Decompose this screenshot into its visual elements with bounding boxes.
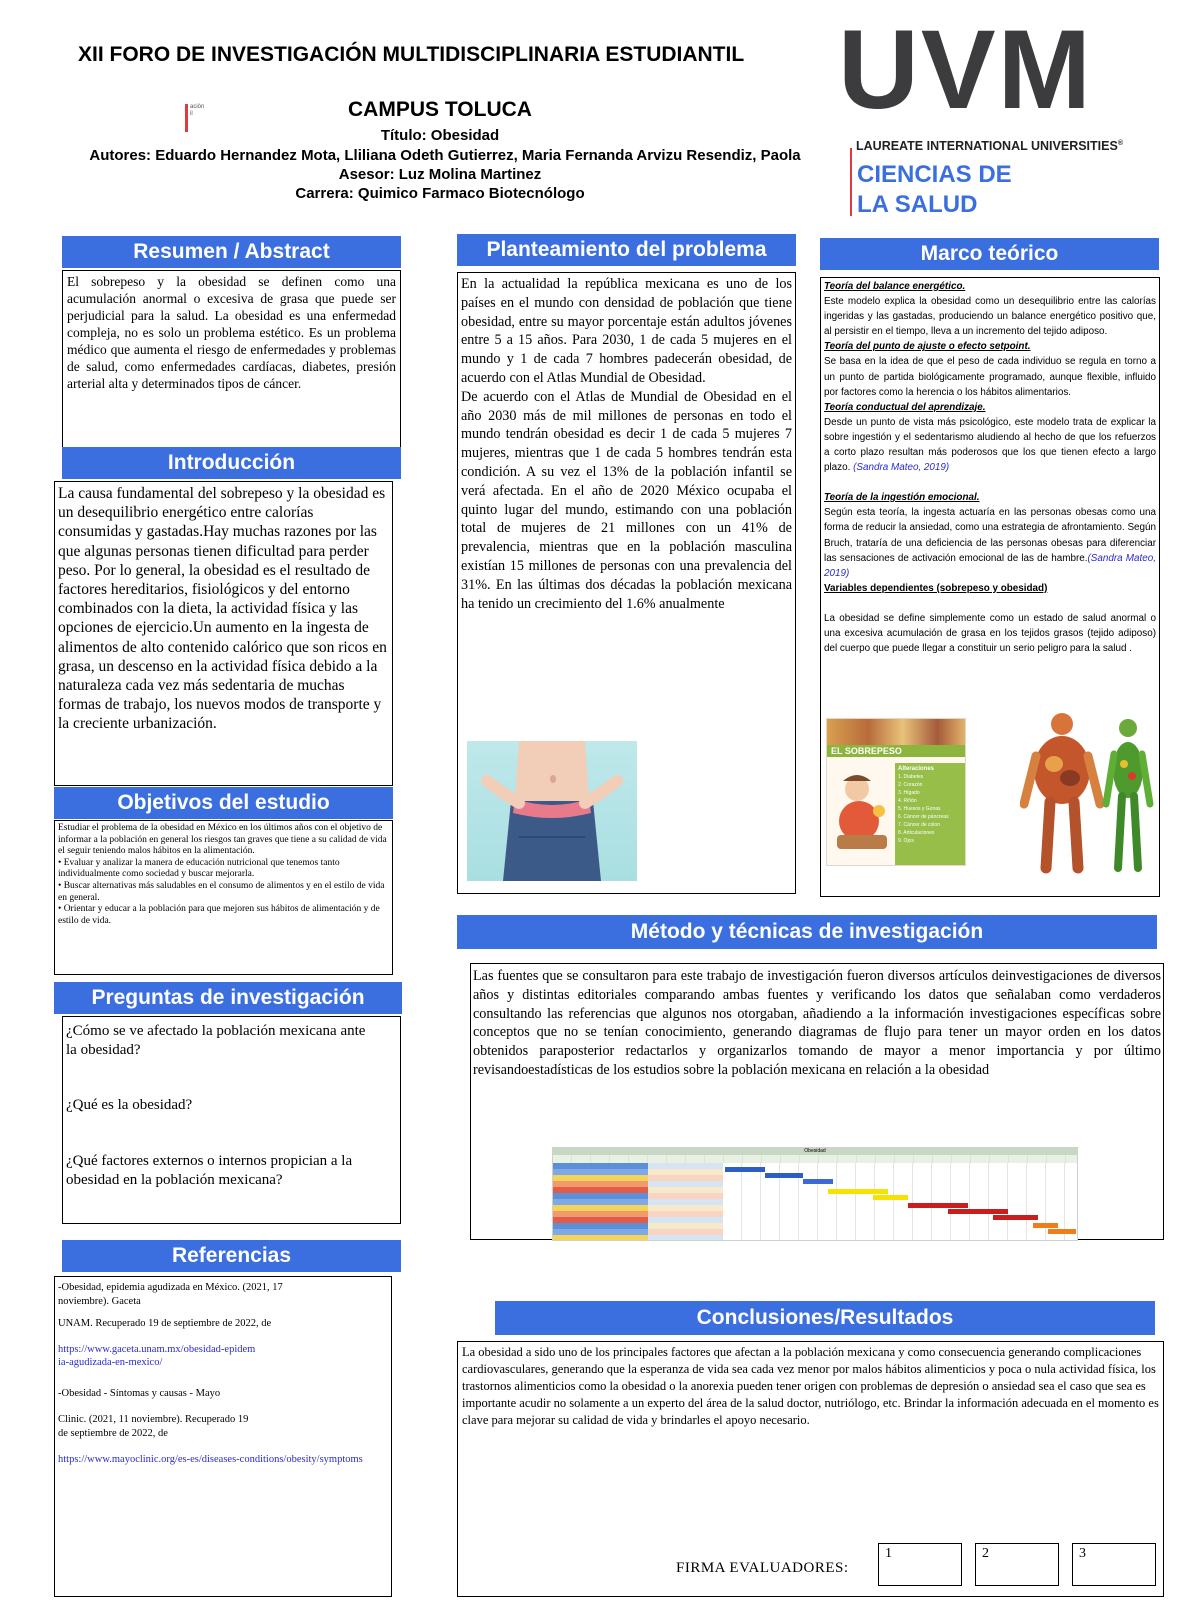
- gantt-title: Obesidad: [553, 1148, 1077, 1155]
- infographic-item-4: 4. Riñón: [898, 798, 917, 804]
- laureate-tagline-text: LAUREATE INTERNATIONAL UNIVERSITIES: [856, 139, 1118, 153]
- marco-t4-text: Según esta teoría, la ingesta actuaría en las personas obesas como una forma de reducir la ansiedad, como una estrategia de afrontamiento. Según Bruch, trataría de una deficiencia de las personas obesas para diferenciar las sensaciones de activación emocional de las de hambre.: [824, 507, 1156, 564]
- introduccion-header: Introducción: [62, 447, 401, 479]
- marco-t4: [824, 505, 1156, 580]
- preguntas-header: Preguntas de investigación: [54, 982, 402, 1014]
- gantt-header-row: [553, 1155, 1077, 1163]
- area-title: [857, 160, 1117, 220]
- marco-t3-text: Desde un punto de vista más psicológico, este modelo trata de explicar la sobre ingestión y el sedentarismo aludiendo al hecho de que los refuerzos a corto plazo resultan más poderosos que los que tienen efecto a largo plazo.: [824, 416, 1156, 474]
- gantt-bar-9: [1033, 1223, 1058, 1228]
- firma-box-3-label: 3: [1079, 1546, 1086, 1561]
- poster-title: Título: Obesidad: [380, 127, 500, 144]
- gantt-bar-1: [725, 1167, 765, 1172]
- infographic-sub: Alteraciones: [898, 766, 935, 772]
- infographic-item-7: 7. Cáncer de colon: [898, 822, 940, 828]
- firma-box-3[interactable]: [1072, 1543, 1156, 1586]
- gantt-bar-4: [828, 1189, 888, 1194]
- objetivos-line-3: • Buscar alternativas más saludables en el consumo de alimentos y en el estilo de vida en general.: [58, 880, 385, 903]
- pregunta-2: ¿Qué es la obesidad?: [66, 1097, 193, 1113]
- marco-t5: La obesidad se define simplemente como un estado de salud anormal o una excesiva acumulación de grasa en los tejidos grasos (tejido adiposo) del cuerpo que puede llegar a constituir un serio peligro para la salud .: [824, 612, 1156, 655]
- planteamiento-header: Planteamiento del problema: [457, 234, 796, 266]
- marco-t3: [824, 415, 1156, 475]
- metodo-header: Método y técnicas de investigación: [457, 915, 1157, 949]
- marco-t1: Este modelo explica la obesidad como un desequilibrio entre las calorías ingeridas y las gastadas, produciendo un balance energético positivo que, al persistir en el tiempo, lleva a un incremento del tejido adiposo.: [824, 296, 1156, 338]
- body-unhealthy: [1024, 713, 1100, 868]
- infographic-item-8: 8. Articulaciones: [898, 830, 935, 836]
- gantt-chart: [552, 1147, 1078, 1241]
- introduccion-text: La causa fundamental del sobrepeso y la obesidad es un desequilibrio energético entre calorías consumidas y gastadas.Hay muchas razones por las que algunas personas tienen dificultad para perder peso. Por lo general, la obesidad es el resultado de factores hereditarios, fisiológicos y del entorno combinados con la dieta, la actividad física y las opciones de ejercicio.Un aumento en la ingesta de alimentos de alto contenido calórico que son ricos en grasa, un descenso en la actividad física debido a la naturaleza cada vez más sedentaria de muchas formas de trabajo, los nuevos modos de transporte y la creciente urbanización.: [58, 485, 387, 733]
- marco-h4: Teoría de la ingestión emocional.: [824, 492, 980, 504]
- marco-h5: Variables dependientes (sobrepeso y obesidad): [824, 582, 1048, 594]
- event-title: XII FORO DE INVESTIGACIÓN MULTIDISCIPLINARIA ESTUDIANTIL: [78, 43, 745, 66]
- ref-1-line-b: UNAM. Recuperado 19 de septiembre de 2022, de: [58, 1318, 272, 1329]
- introduccion-box: [54, 481, 393, 786]
- firma-box-1-label: 1: [885, 1546, 892, 1561]
- uvm-logo: UVM: [838, 7, 1093, 132]
- gantt-bar-10: [1048, 1229, 1076, 1234]
- gantt-status-column: [648, 1163, 723, 1240]
- infographic-panel: [895, 763, 966, 866]
- infographic-child-illustration: [831, 771, 893, 853]
- marco-t2: Se basa en la idea de que el peso de cada individuo se regula en torno a un punto de partida biológicamente programado, aunque flexible, influido por factores como la herencia o los hábitos alimentarios.: [824, 356, 1156, 398]
- planteamiento-p1: En la actualidad la república mexicana es uno de los países en el mundo con densidad de población que tiene obesidad, entre su mayor porcentaje están adultos jóvenes entre 5 a 15 años. Para 2030, 1 de cada 5 mujeres en el mundo y 1 de cada 7 hombres padecerán obesidad, de acuerdo con el Atlas Mundial de Obesidad.: [461, 276, 792, 386]
- campus-title: CAMPUS TOLUCA: [348, 98, 532, 121]
- referencias-header: Referencias: [62, 1240, 401, 1272]
- waist-photo-illustration: [467, 741, 637, 881]
- infographic-item-3: 3. Hígado: [898, 790, 920, 796]
- objetivos-line-1: Estudiar el problema de la obesidad en México en los últimos años con el objetivo de informar a la población en general los riesgos tan graves que tiene a su calidad de vida el seguir teniendo malos hábitos en la alimentación.: [58, 823, 387, 857]
- infographic-food-strip: [827, 719, 965, 745]
- resumen-text: El sobrepeso y la obesidad se definen como una acumulación anormal o excesiva de grasa que puede ser perjudicial para la salud. La obesidad es una enfermedad compleja, no es solo un problema estético. Es un problema médico que aumenta el riesgo de enfermedades y problemas de salud, como enfermedades cardíacas, diabetes, presión arterial alta y determinados tipos de cáncer.: [67, 274, 396, 391]
- resumen-header: Resumen / Abstract: [62, 236, 401, 268]
- infographic-item-5: 5. Huesos y Gonas: [898, 806, 941, 812]
- referencias-box: [54, 1276, 392, 1597]
- left-logo-fragment: ación il: [185, 104, 205, 132]
- infographic-item-9: 9. Ojos: [898, 838, 914, 844]
- ref-1-line-a: -Obesidad, epidemia agudizada en México. (2021, 17 noviembre). Gaceta: [58, 1282, 283, 1307]
- authors-line: Autores: Eduardo Hernandez Mota, Lliliana Odeth Gutierrez, Maria Fernanda Arvizu Resendiz, Paola: [89, 147, 801, 164]
- marco-cite-2: (Sandra Mateo, 2019): [824, 552, 1156, 579]
- marco-h2: Teoría del punto de ajuste o efecto setpoint.: [824, 341, 1031, 353]
- firma-box-2-label: 2: [982, 1546, 989, 1561]
- registered-mark: ®: [1117, 139, 1123, 147]
- infographic-title: EL SOBREPESO: [827, 745, 965, 757]
- infographic-item-1: 1. Diabetes: [898, 774, 924, 780]
- red-accent-line: [850, 148, 852, 216]
- ref-2-line-b: Clinic. (2021, 11 noviembre). Recuperado 19 de septiembre de 2022, de: [58, 1414, 249, 1439]
- resumen-box: [62, 270, 401, 449]
- ref-2-link[interactable]: https://www.mayoclinic.org/es-es/diseases-conditions/obesity/symptoms: [58, 1454, 363, 1465]
- area-line-1: CIENCIAS DE: [857, 161, 1012, 188]
- pregunta-1: ¿Cómo se ve afectado la población mexicana ante la obesidad?: [66, 1023, 366, 1058]
- career-line: Carrera: Quimico Farmaco Biotecnólogo: [295, 185, 585, 202]
- preguntas-box: [62, 1016, 401, 1224]
- infographic-item-6: 6. Cáncer de páncreas: [898, 814, 949, 820]
- infographic-item-2: 2. Corazón: [898, 782, 923, 788]
- marco-h1: Teoría del balance energético.: [824, 281, 966, 292]
- objetivos-header: Objetivos del estudio: [54, 787, 393, 819]
- sobrepeso-infographic: [826, 718, 966, 866]
- gantt-bar-6: [908, 1203, 968, 1208]
- firma-box-1[interactable]: [878, 1543, 962, 1586]
- gantt-task-column: [553, 1163, 648, 1240]
- firma-box-2[interactable]: [975, 1543, 1059, 1586]
- gantt-bar-5: [873, 1195, 908, 1200]
- marco-h3: Teoría conductual del aprendizaje.: [824, 401, 986, 413]
- conclusiones-header: Conclusiones/Resultados: [495, 1301, 1155, 1335]
- metodo-text: Las fuentes que se consultaron para este trabajo de investigación fueron diversos artículos deinvestigaciones de diversos años y distintas editoriales comparando ambas fuentes y verificando los datos que señalaban como verdaderos consultando las referencias que algunos nos otorgaban, añadiendo a la información investigaciones específicas sobre conceptos que no se tenían conocimiento, generando diagramas de flujo para tener un mayor orden en los datos obtenidos paraposterior redactarlos y organizarlos tomando de mayor a menor importancia y por último revisandoestadísticas de los estudios sobre la población mexicana en relación a la obesidad: [473, 968, 1161, 1078]
- objetivos-line-2: • Evaluar y analizar la manera de educación nutricional que tenemos tanto individualmente como sociedad y buscar mejorarla.: [58, 857, 340, 880]
- planteamiento-p2: De acuerdo con el Atlas de Mundial de Obesidad en el año 2030 más de mil millones de personas en todo el mundo tendrán obesidad es decir 1 de cada 5 mujeres 7 mujeres, mientras que 1 de cada 5 hombres tendrán esta condición. A su vez el 13% de la población infantil se verá afectada. En el año de 2020 México ocupaba el quinto lugar del mundo, estimando con una población total de mujeres de 21 millones con un 41% de prevalencia, mientras que en la población masculina existían 15 millones de personas con una prevalencia del 31%. En las últimas dos décadas la población mexicana ha tenido un crecimiento del 1.6% anualmente: [461, 388, 792, 612]
- gantt-bar-8: [993, 1215, 1038, 1220]
- food-bodies-illustration: [1020, 708, 1158, 874]
- objetivos-line-4: • Orientar y educar a la población para que mejoren sus hábitos de alimentación y de estilo de vida.: [58, 904, 380, 926]
- objetivos-box: [54, 820, 393, 975]
- gantt-bar-3: [803, 1179, 833, 1184]
- gantt-bar-2: [765, 1173, 803, 1178]
- conclusiones-text: La obesidad a sido uno de los principales factores que afectan a la población mexicana y como consecuencia generando complicaciones cardiovasculares, generando que la esperanza de vida sea cada vez menor por malos hábitos alimenticios y poca o nula actividad física, los trastornos alimenticios como la obesidad o la anorexia pueden tener origen con problemas de depresión o ansiedad sea el caso que sea es importante acudir no solamente a un experto del área de la salud doctor, nutriólogo, etc. Brindar la información adecuada en el momento es clave para mejorar su calidad de vida y brindarles el apoyo necesario.: [462, 1345, 1159, 1427]
- firma-label: FIRMA EVALUADORES:: [676, 1560, 849, 1576]
- marco-cite-1: (Sandra Mateo, 2019): [853, 462, 950, 474]
- ref-2-line-a: -Obesidad - Síntomas y causas - Mayo: [58, 1387, 221, 1399]
- advisor-line: Asesor: Luz Molina Martinez: [338, 166, 542, 183]
- laureate-tagline: [856, 139, 1126, 153]
- area-line-2: LA SALUD: [857, 191, 978, 218]
- body-healthy: [1106, 719, 1150, 868]
- gantt-bar-7: [948, 1209, 1008, 1214]
- waist-measure-photo: [467, 741, 637, 881]
- marco-header: Marco teórico: [820, 238, 1159, 270]
- ref-1-link[interactable]: https://www.gaceta.unam.mx/obesidad-epidemia-agudizada-en-mexico/: [58, 1343, 256, 1368]
- pregunta-3: ¿Qué factores externos o internos propician a la obesidad en la población mexicana?: [66, 1153, 353, 1188]
